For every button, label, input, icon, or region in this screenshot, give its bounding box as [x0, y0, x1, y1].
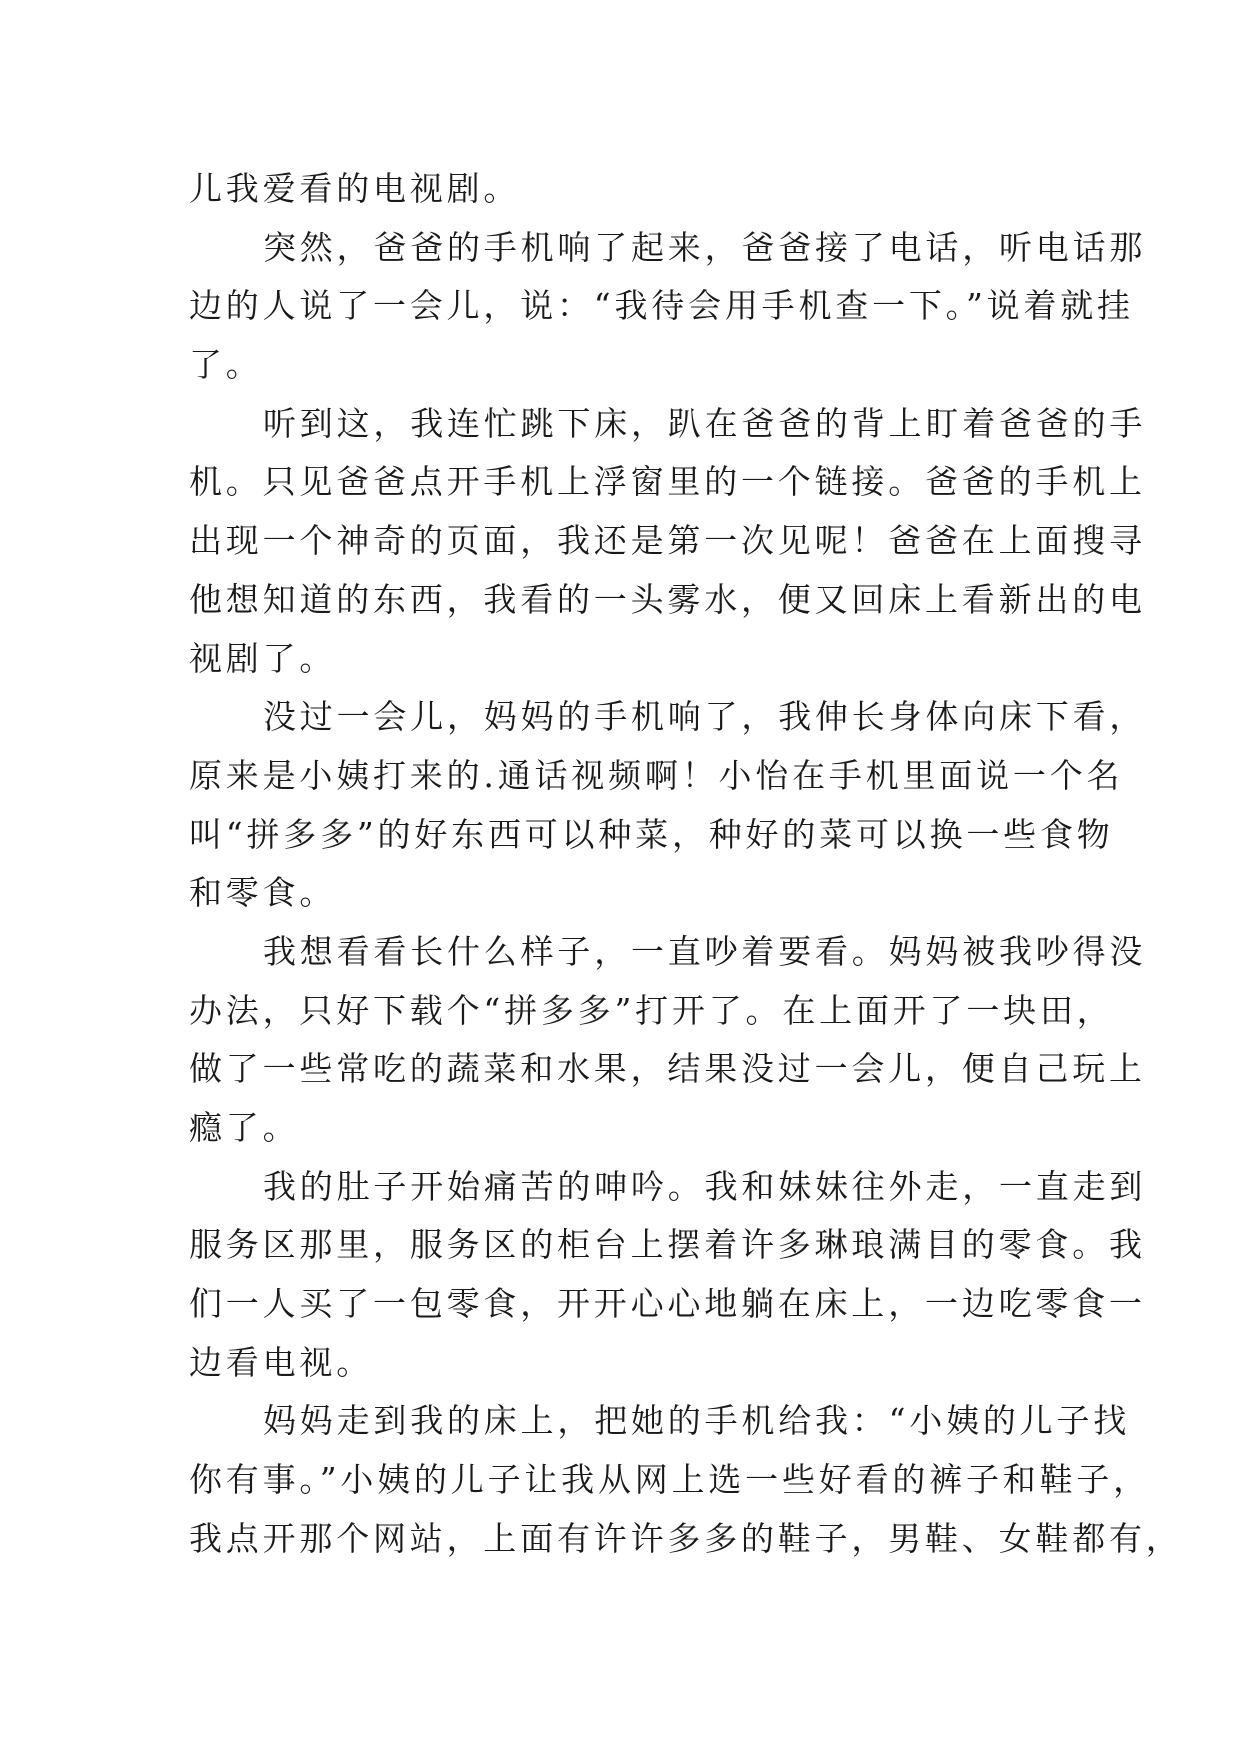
text-line: 原来是小姨打来的.通话视频啊！小怡在手机里面说一个名: [189, 755, 1124, 795]
text-line: 叫“拼多多”的好东西可以种菜，种好的菜可以换一些食物: [189, 814, 1114, 854]
text-line: 和零食。: [189, 873, 337, 913]
paragraph-first-line: 没过一会儿，妈妈的手机响了，我伸长身体向床下看，: [263, 697, 1147, 737]
paragraph-first-line: 我想看看长什么样子，一直吵着要看。妈妈被我吵得没: [263, 931, 1147, 971]
paragraph-first-line: 听到这，我连忙跳下床，趴在爸爸的背上盯着爸爸的手: [263, 403, 1147, 443]
text-line: 边看电视。: [189, 1342, 373, 1382]
text-line: 他想知道的东西，我看的一头雾水，便又回床上看新出的电: [189, 579, 1146, 619]
text-line: 出现一个神奇的页面，我还是第一次见呢！爸爸在上面搜寻: [189, 521, 1146, 561]
text-line: 服务区那里，服务区的柜台上摆着许多琳琅满目的零食。我: [189, 1225, 1146, 1265]
text-line: 了。: [189, 345, 263, 385]
text-line: 儿我爱看的电视剧。: [189, 169, 521, 208]
paragraph-first-line: 突然，爸爸的手机响了起来，爸爸接了电话，听电话那: [263, 227, 1147, 267]
essay-body: [189, 160, 1183, 1569]
text-line: 边的人说了一会儿，说：“我待会用手机查一下。”说着就挂: [189, 286, 1134, 326]
text-line: 们一人买了一包零食，开开心心地躺在床上，一边吃零食一: [189, 1284, 1146, 1324]
text-line: 机。只见爸爸点开手机上浮窗里的一个链接。爸爸的手机上: [189, 462, 1146, 502]
text-line: 瘾了。: [189, 1108, 300, 1147]
text-line: 办法，只好下载个“拼多多”打开了。在上面开了一块田，: [189, 990, 1114, 1030]
text-line: 做了一些常吃的蔬菜和水果，结果没过一会儿，便自己玩上: [189, 1049, 1146, 1089]
paragraph-first-line: 我的肚子开始痛苦的呻吟。我和妹妹往外走，一直走到: [263, 1166, 1147, 1206]
text-line: 我点开那个网站，上面有许许多多的鞋子，男鞋、女鞋都有，: [189, 1518, 1183, 1558]
paragraph-first-line: 妈妈走到我的床上，把她的手机给我：“小姨的儿子找: [263, 1401, 1131, 1441]
text-line: 视剧了。: [189, 638, 337, 678]
text-line: 你有事。”小姨的儿子让我从网上选一些好看的裤子和鞋子，: [189, 1460, 1150, 1500]
